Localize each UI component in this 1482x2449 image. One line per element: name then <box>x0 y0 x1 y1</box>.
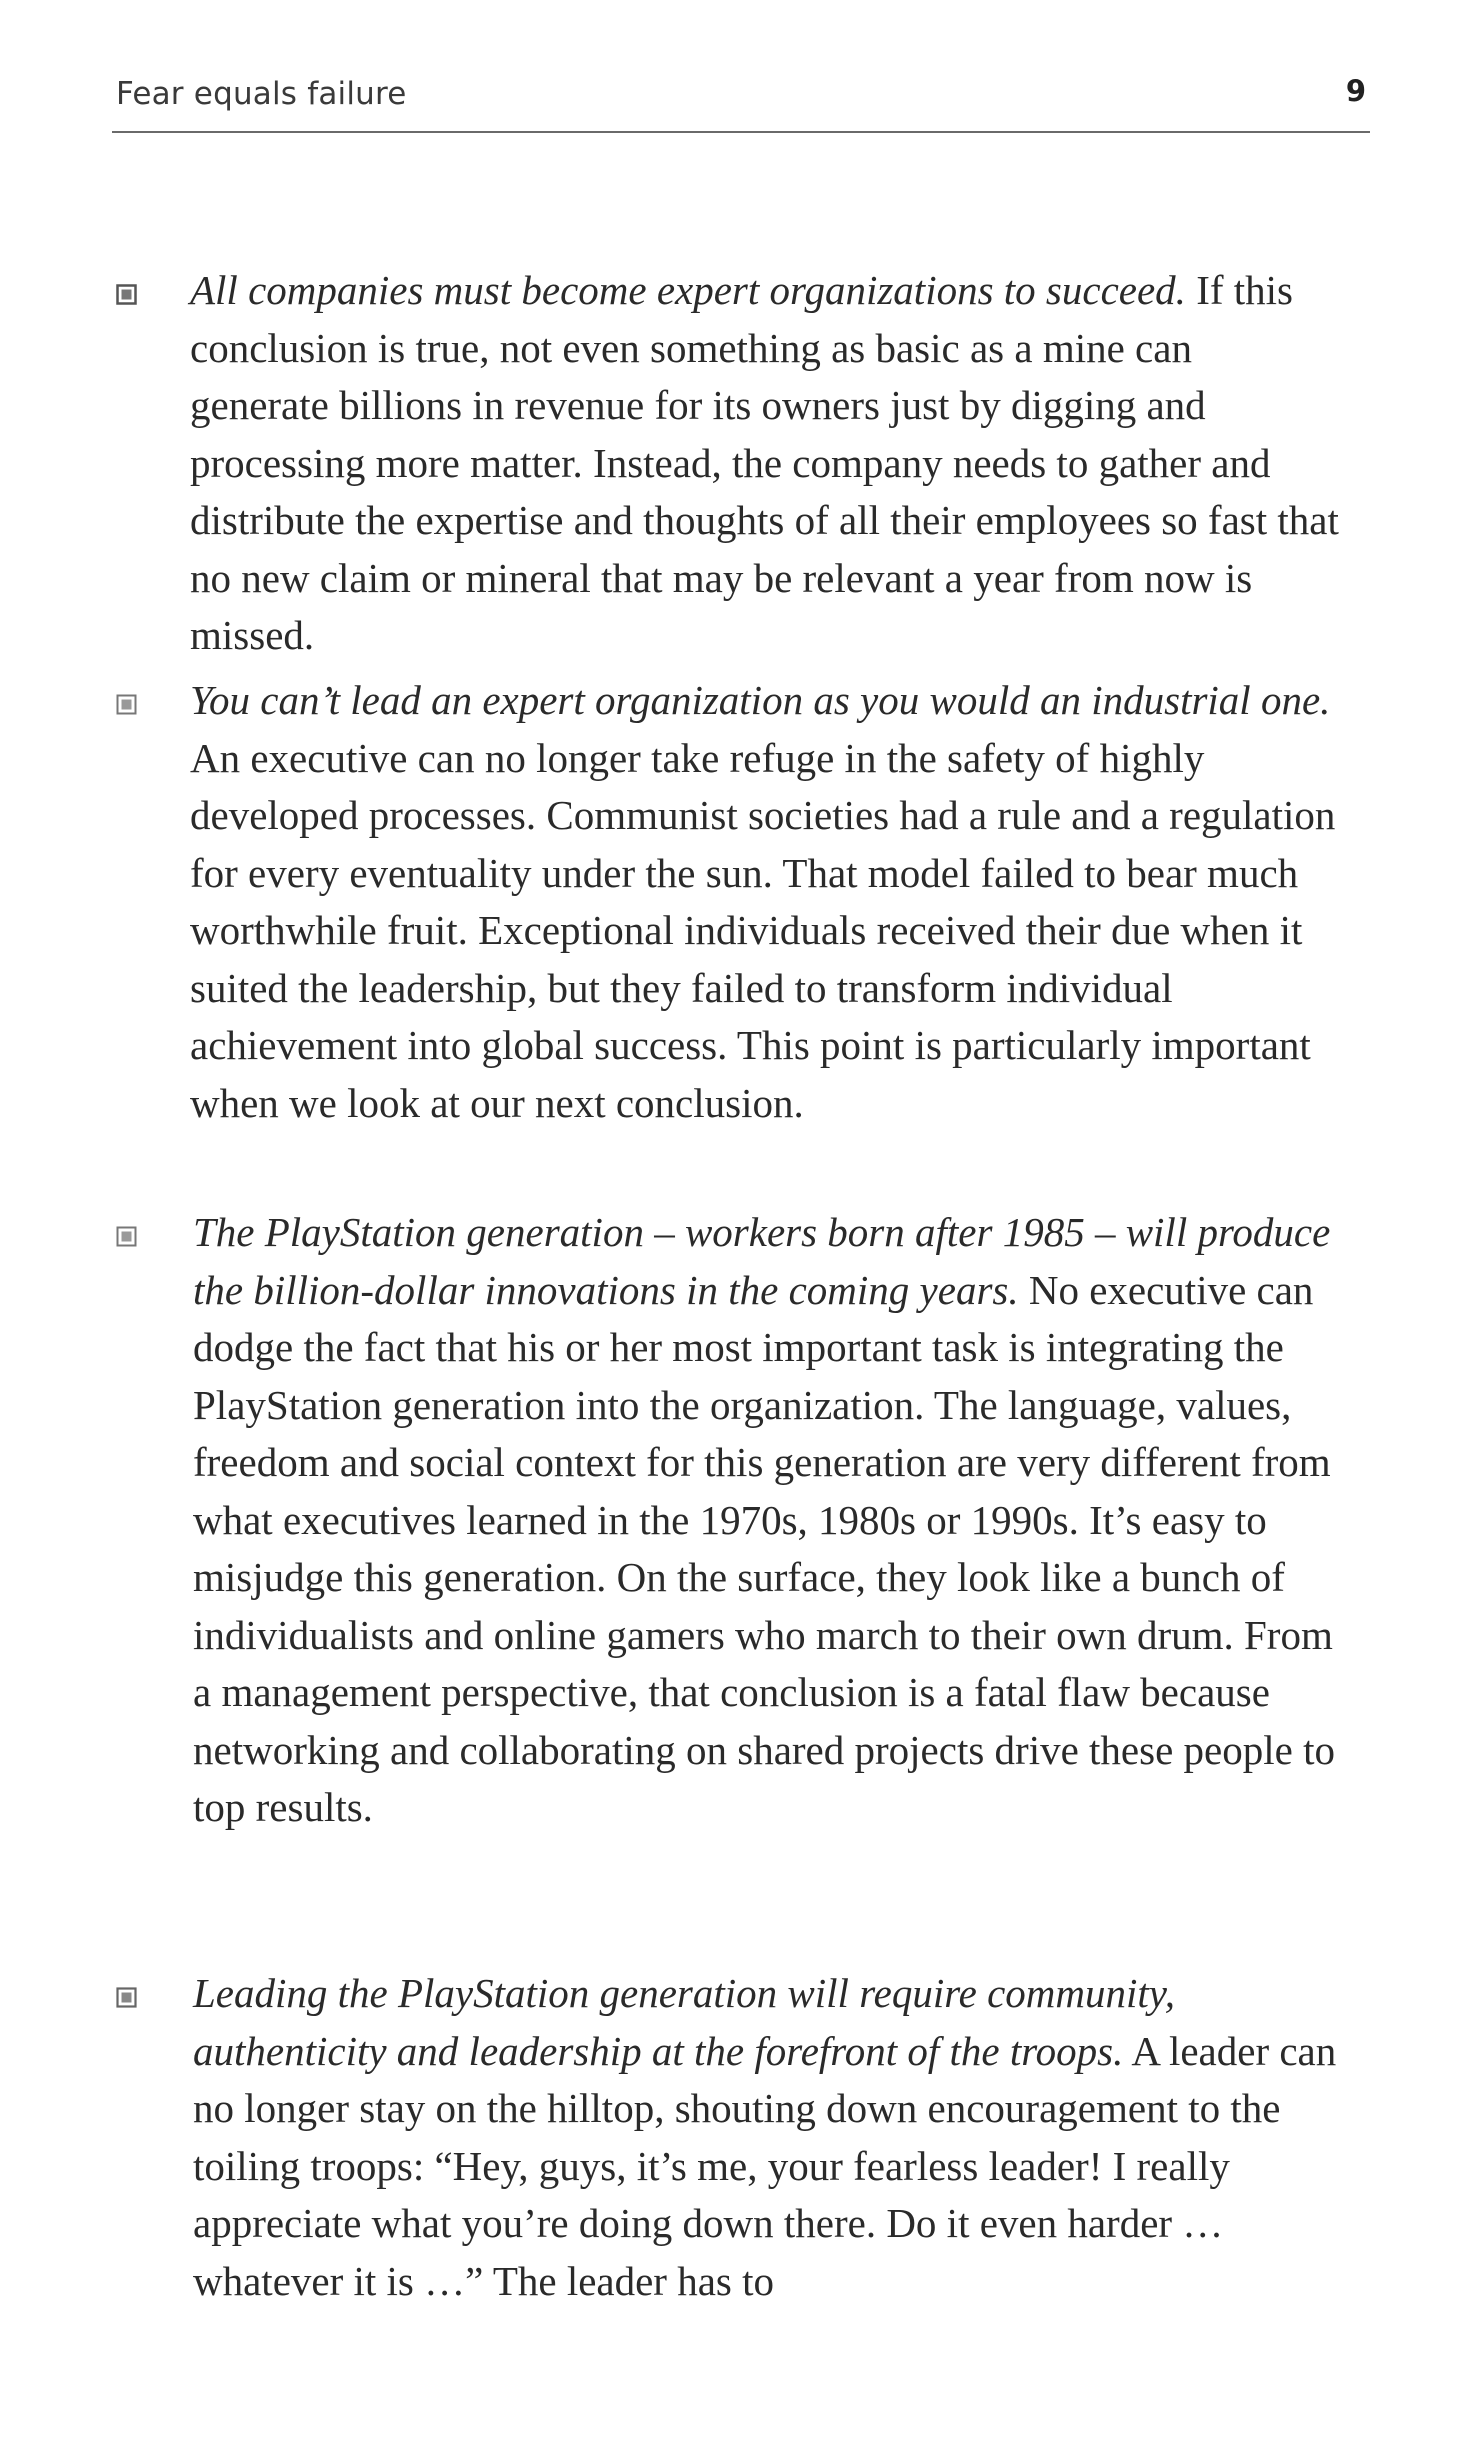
list-item-lead: All companies must become expert organizations to succeed. <box>190 267 1186 313</box>
list-item-lead: The PlayStation generation – workers born after 1985 – will produce the billion-dollar innovations in the coming years. <box>193 1209 1331 1313</box>
list-item-body: No executive can dodge the fact that his or her most important task is integrating the PlayStation generation into the organization. The language, values, freedom and social context for this generation are very different from what executives learned in the 1970s, 1980s or 1990s. It’s easy to misjudge this generation. On the surface, they look like a bunch of individualists and online gamers who march to their own drum. From a management perspective, that conclusion is a fatal flaw because networking and collaborating on shared projects drive these people to top results. <box>193 1266 1335 1830</box>
list-item-lead: You can’t lead an expert organization as you would an industrial one. <box>190 677 1331 723</box>
square-bullet-icon <box>116 1987 137 2008</box>
list-item-body: If this conclusion is true, not even something as basic as a mine can generate billions in revenue for its owners just by digging and processing more matter. Instead, the company needs to gather and distribute the expertise and thoughts of all their employees so fast that no new claim or mineral that may be relevant a year from now is missed. <box>190 267 1339 658</box>
square-bullet-icon <box>116 1226 137 1247</box>
square-bullet-icon <box>116 694 137 715</box>
list-item-body: An executive can no longer take refuge in the safety of highly developed processes. Communist societies had a rule and a regulation for every eventuality under the sun. That model failed to bear much worthwhile fruit. Exceptional individuals received their due when it suited the leadership, but they failed to transform individual achievement into global success. This point is particularly important when we look at our next conclusion. <box>190 734 1336 1126</box>
square-bullet-icon <box>116 284 137 305</box>
list-item-text <box>193 1204 1343 1837</box>
list-item-lead: Leading the PlayStation generation will require community, authenticity and leadership at the forefront of the troops. <box>193 1970 1175 2074</box>
list-item-text <box>190 262 1340 665</box>
list-item-text <box>190 672 1340 1132</box>
running-title: Fear equals failure <box>116 76 407 112</box>
page-number: 9 <box>1345 74 1366 108</box>
list-item-body: A leader can no longer stay on the hilltop, shouting down encouragement to the toiling troops: “Hey, guys, it’s me, your fearless leader! I really appreciate what you’re doing down there. Do it even harder … whatever it is …” The leader has to <box>193 2027 1337 2304</box>
list-item-text <box>193 1965 1343 2310</box>
